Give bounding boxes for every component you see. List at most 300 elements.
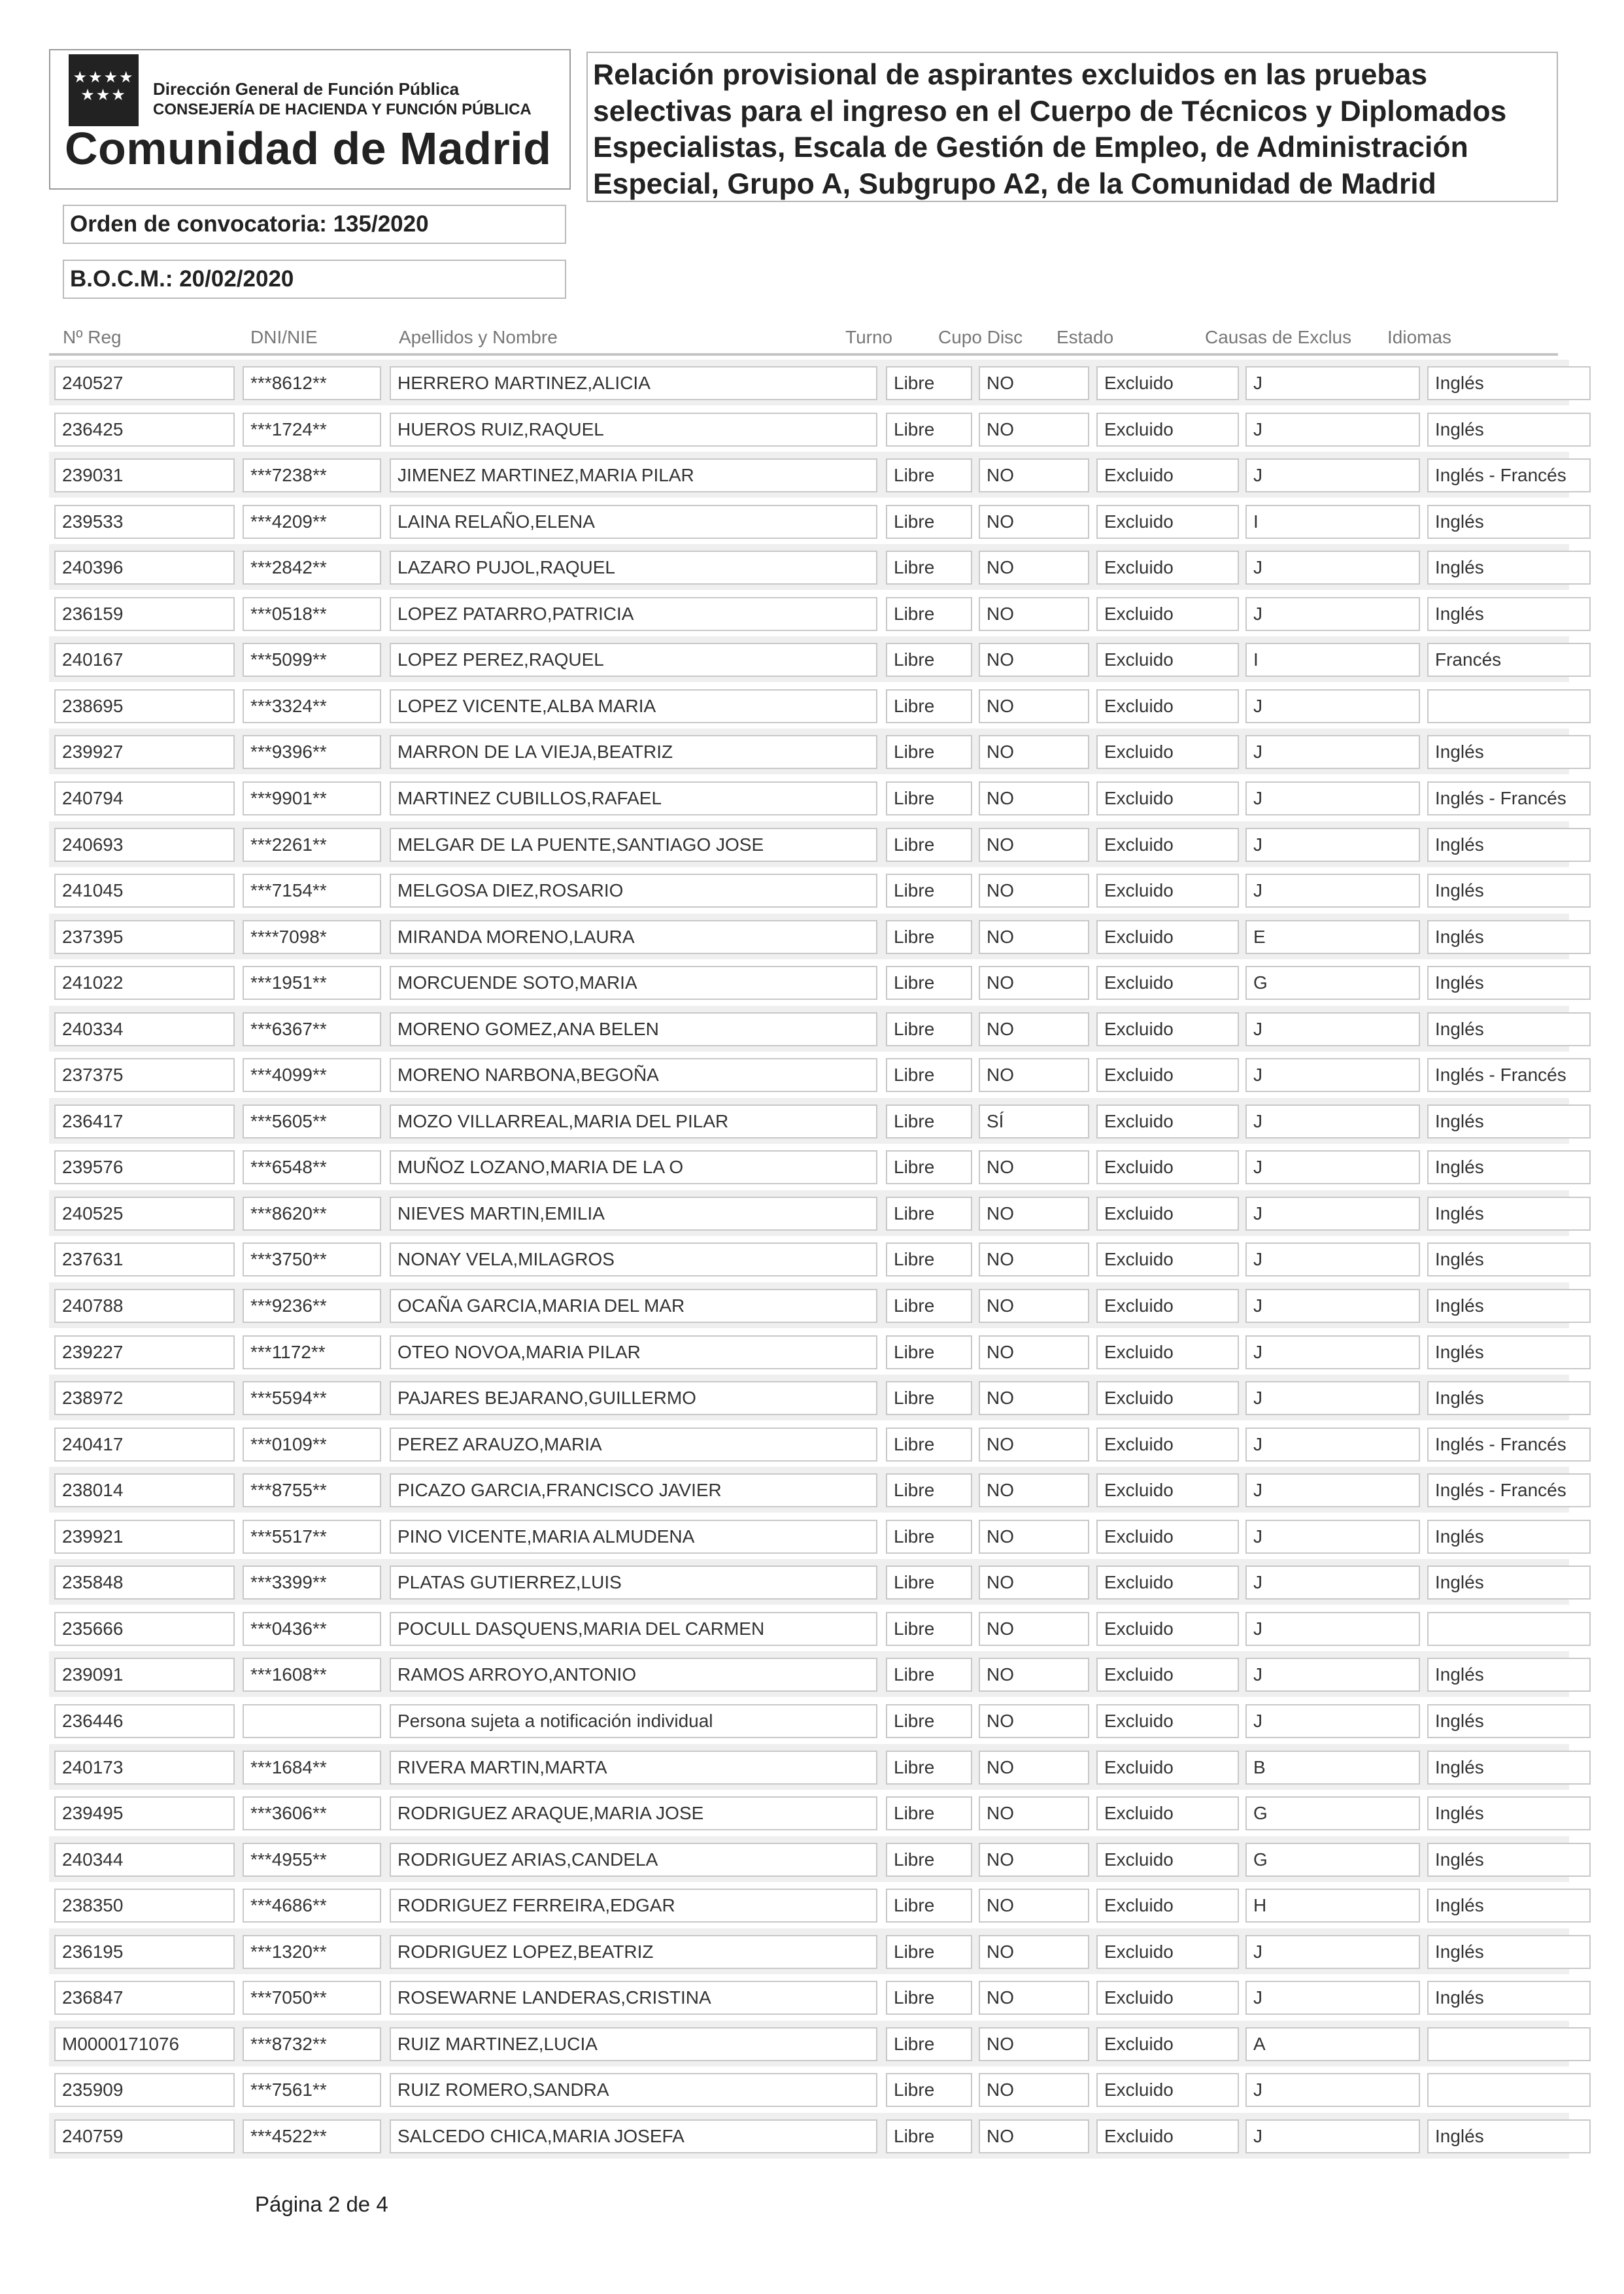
cell-cupo: NO bbox=[979, 597, 1089, 631]
cell-estado: Excluido bbox=[1096, 735, 1239, 769]
cell-turno: Libre bbox=[886, 366, 972, 400]
table-row bbox=[49, 1698, 1569, 1743]
cell-dni: ***0436** bbox=[243, 1612, 381, 1646]
table-row bbox=[49, 914, 1569, 959]
table-row bbox=[49, 1190, 1569, 1236]
cell-turno: Libre bbox=[886, 689, 972, 723]
cell-idiomas: Inglés bbox=[1427, 1289, 1591, 1323]
cell-nreg: 237375 bbox=[54, 1058, 235, 1092]
cell-idiomas: Inglés bbox=[1427, 551, 1591, 585]
cell-nreg: 236446 bbox=[54, 1704, 235, 1738]
table-row bbox=[49, 1651, 1569, 1697]
cell-turno: Libre bbox=[886, 1335, 972, 1369]
cell-turno: Libre bbox=[886, 1658, 972, 1692]
cell-estado: Excluido bbox=[1096, 643, 1239, 677]
cell-cupo: NO bbox=[979, 1520, 1089, 1554]
org-directorate: Dirección General de Función Pública bbox=[153, 79, 460, 99]
cell-nombre: LOPEZ VICENTE,ALBA MARIA bbox=[390, 689, 877, 723]
cell-dni: ***7561** bbox=[243, 2073, 381, 2107]
cell-causas: J bbox=[1245, 1428, 1420, 1462]
cell-nombre: PAJARES BEJARANO,GUILLERMO bbox=[390, 1381, 877, 1415]
cell-dni: ***8732** bbox=[243, 2027, 381, 2061]
title-line: Relación provisional de aspirantes excluidos en las pruebas bbox=[593, 59, 1428, 91]
title-line: selectivas para el ingreso en el Cuerpo de Técnicos y Diplomados bbox=[593, 95, 1507, 128]
cell-cupo: NO bbox=[979, 643, 1089, 677]
cell-nombre: MUÑOZ LOZANO,MARIA DE LA O bbox=[390, 1150, 877, 1184]
cell-idiomas: Inglés bbox=[1427, 966, 1591, 1000]
cell-nreg: 239495 bbox=[54, 1796, 235, 1830]
cell-causas: J bbox=[1245, 828, 1420, 862]
table-row bbox=[49, 1928, 1569, 1974]
cell-cupo: NO bbox=[979, 1150, 1089, 1184]
cell-nreg: 240794 bbox=[54, 781, 235, 815]
cell-estado: Excluido bbox=[1096, 1843, 1239, 1877]
cell-idiomas bbox=[1427, 2027, 1591, 2061]
cell-estado: Excluido bbox=[1096, 828, 1239, 862]
org-logo-block bbox=[49, 49, 571, 190]
cell-turno: Libre bbox=[886, 1289, 972, 1323]
cell-dni: ***5517** bbox=[243, 1520, 381, 1554]
cell-estado: Excluido bbox=[1096, 1566, 1239, 1600]
org-ministry: CONSEJERÍA DE HACIENDA Y FUNCIÓN PÚBLICA bbox=[153, 101, 532, 118]
cell-cupo: NO bbox=[979, 1335, 1089, 1369]
cell-estado: Excluido bbox=[1096, 1704, 1239, 1738]
cell-estado: Excluido bbox=[1096, 2119, 1239, 2153]
cell-dni: ***8620** bbox=[243, 1197, 381, 1231]
table-row bbox=[49, 1329, 1569, 1375]
cell-estado: Excluido bbox=[1096, 1612, 1239, 1646]
cell-idiomas: Inglés bbox=[1427, 874, 1591, 908]
cell-idiomas: Inglés bbox=[1427, 597, 1591, 631]
cell-nreg: 240396 bbox=[54, 551, 235, 585]
cell-estado: Excluido bbox=[1096, 1658, 1239, 1692]
cell-nombre: LOPEZ PEREZ,RAQUEL bbox=[390, 643, 877, 677]
cell-cupo: NO bbox=[979, 1012, 1089, 1046]
cell-nreg: 239927 bbox=[54, 735, 235, 769]
cell-turno: Libre bbox=[886, 1473, 972, 1507]
cell-cupo: NO bbox=[979, 1612, 1089, 1646]
cell-nombre: RUIZ MARTINEZ,LUCIA bbox=[390, 2027, 877, 2061]
cell-estado: Excluido bbox=[1096, 2027, 1239, 2061]
cell-estado: Excluido bbox=[1096, 966, 1239, 1000]
cell-nreg: 236195 bbox=[54, 1935, 235, 1969]
cell-estado: Excluido bbox=[1096, 1796, 1239, 1830]
cell-nombre: NONAY VELA,MILAGROS bbox=[390, 1242, 877, 1276]
cell-nreg: 238972 bbox=[54, 1381, 235, 1415]
cell-idiomas: Inglés - Francés bbox=[1427, 1058, 1591, 1092]
table-row bbox=[49, 1882, 1569, 1928]
cell-estado: Excluido bbox=[1096, 1981, 1239, 2015]
cell-nombre: HERRERO MARTINEZ,ALICIA bbox=[390, 366, 877, 400]
table-row bbox=[49, 1513, 1569, 1559]
cell-nreg: 236847 bbox=[54, 1981, 235, 2015]
cell-idiomas bbox=[1427, 689, 1591, 723]
cell-idiomas bbox=[1427, 1612, 1591, 1646]
cell-cupo: NO bbox=[979, 1381, 1089, 1415]
cell-estado: Excluido bbox=[1096, 1428, 1239, 1462]
cell-estado: Excluido bbox=[1096, 1058, 1239, 1092]
cell-estado: Excluido bbox=[1096, 551, 1239, 585]
col-header-estado: Estado bbox=[1057, 327, 1114, 347]
cell-dni: ***5594** bbox=[243, 1381, 381, 1415]
cell-cupo: NO bbox=[979, 1843, 1089, 1877]
cell-dni: ***0518** bbox=[243, 597, 381, 631]
cell-idiomas: Inglés bbox=[1427, 1889, 1591, 1923]
cell-causas: J bbox=[1245, 1612, 1420, 1646]
cell-turno: Libre bbox=[886, 1197, 972, 1231]
cell-nombre: PICAZO GARCIA,FRANCISCO JAVIER bbox=[390, 1473, 877, 1507]
cell-causas: J bbox=[1245, 1289, 1420, 1323]
col-header-nombre: Apellidos y Nombre bbox=[399, 327, 558, 347]
cell-causas: J bbox=[1245, 1197, 1420, 1231]
cell-causas: E bbox=[1245, 920, 1420, 954]
cell-nreg: 238695 bbox=[54, 689, 235, 723]
cell-nombre: MELGOSA DIEZ,ROSARIO bbox=[390, 874, 877, 908]
cell-nreg: 238350 bbox=[54, 1889, 235, 1923]
cell-nreg: 240344 bbox=[54, 1843, 235, 1877]
cell-estado: Excluido bbox=[1096, 781, 1239, 815]
cell-cupo: NO bbox=[979, 1197, 1089, 1231]
title-line: Especialistas, Escala de Gestión de Empleo, de Administración bbox=[593, 131, 1468, 163]
cell-causas: J bbox=[1245, 458, 1420, 492]
cell-estado: Excluido bbox=[1096, 458, 1239, 492]
cell-turno: Libre bbox=[886, 413, 972, 447]
cell-turno: Libre bbox=[886, 1520, 972, 1554]
cell-cupo: NO bbox=[979, 689, 1089, 723]
bocm-date: B.O.C.M.: 20/02/2020 bbox=[63, 260, 566, 299]
cell-nombre: PLATAS GUTIERREZ,LUIS bbox=[390, 1566, 877, 1600]
cell-causas: J bbox=[1245, 1981, 1420, 2015]
cell-idiomas: Inglés bbox=[1427, 1242, 1591, 1276]
col-header-cupo: Cupo Disc bbox=[938, 327, 1023, 347]
table-row bbox=[49, 1836, 1569, 1882]
cell-dni: ***7238** bbox=[243, 458, 381, 492]
cell-nombre: MORENO NARBONA,BEGOÑA bbox=[390, 1058, 877, 1092]
cell-idiomas: Inglés bbox=[1427, 2119, 1591, 2153]
cell-nreg: 236159 bbox=[54, 597, 235, 631]
cell-cupo: NO bbox=[979, 966, 1089, 1000]
cell-dni: ***5099** bbox=[243, 643, 381, 677]
cell-nombre: OCAÑA GARCIA,MARIA DEL MAR bbox=[390, 1289, 877, 1323]
cell-dni: ***7154** bbox=[243, 874, 381, 908]
cell-estado: Excluido bbox=[1096, 1104, 1239, 1138]
cell-turno: Libre bbox=[886, 458, 972, 492]
cell-cupo: NO bbox=[979, 1658, 1089, 1692]
cell-turno: Libre bbox=[886, 1889, 972, 1923]
cell-dni: ***4955** bbox=[243, 1843, 381, 1877]
cell-turno: Libre bbox=[886, 1058, 972, 1092]
cell-estado: Excluido bbox=[1096, 1935, 1239, 1969]
cell-causas: B bbox=[1245, 1751, 1420, 1785]
cell-nombre: POCULL DASQUENS,MARIA DEL CARMEN bbox=[390, 1612, 877, 1646]
cell-nombre: OTEO NOVOA,MARIA PILAR bbox=[390, 1335, 877, 1369]
col-header-nreg: Nº Reg bbox=[63, 327, 122, 347]
cell-nreg: 240334 bbox=[54, 1012, 235, 1046]
cell-idiomas: Inglés bbox=[1427, 1335, 1591, 1369]
cell-nreg: 237395 bbox=[54, 920, 235, 954]
cell-nombre: LAINA RELAÑO,ELENA bbox=[390, 505, 877, 539]
cell-causas: J bbox=[1245, 1658, 1420, 1692]
cell-causas: I bbox=[1245, 643, 1420, 677]
org-name: Comunidad de Madrid bbox=[65, 123, 552, 174]
cell-causas: J bbox=[1245, 1566, 1420, 1600]
table-row bbox=[49, 1559, 1569, 1605]
cell-causas: J bbox=[1245, 1935, 1420, 1969]
cell-causas: J bbox=[1245, 366, 1420, 400]
cell-nombre: NIEVES MARTIN,EMILIA bbox=[390, 1197, 877, 1231]
cell-causas: J bbox=[1245, 413, 1420, 447]
cell-dni: ***9901** bbox=[243, 781, 381, 815]
cell-idiomas: Francés bbox=[1427, 643, 1591, 677]
cell-nombre: MARRON DE LA VIEJA,BEATRIZ bbox=[390, 735, 877, 769]
cell-turno: Libre bbox=[886, 1796, 972, 1830]
table-row bbox=[49, 2113, 1569, 2159]
cell-turno: Libre bbox=[886, 1566, 972, 1600]
table-row bbox=[49, 360, 1569, 405]
cell-idiomas: Inglés bbox=[1427, 1566, 1591, 1600]
col-header-turno: Turno bbox=[845, 327, 893, 347]
cell-idiomas: Inglés bbox=[1427, 1381, 1591, 1415]
cell-turno: Libre bbox=[886, 643, 972, 677]
cell-idiomas: Inglés bbox=[1427, 1658, 1591, 1692]
title-line: Especial, Grupo A, Subgrupo A2, de la Comunidad de Madrid bbox=[593, 167, 1436, 200]
cell-estado: Excluido bbox=[1096, 689, 1239, 723]
cell-causas: J bbox=[1245, 2119, 1420, 2153]
cell-dni: ***5605** bbox=[243, 1104, 381, 1138]
cell-causas: G bbox=[1245, 1796, 1420, 1830]
cell-nreg: 240693 bbox=[54, 828, 235, 862]
cell-idiomas: Inglés - Francés bbox=[1427, 458, 1591, 492]
cell-nombre: RODRIGUEZ LOPEZ,BEATRIZ bbox=[390, 1935, 877, 1969]
cell-dni bbox=[243, 1704, 381, 1738]
cell-causas: J bbox=[1245, 735, 1420, 769]
cell-nombre: RIVERA MARTIN,MARTA bbox=[390, 1751, 877, 1785]
cell-estado: Excluido bbox=[1096, 597, 1239, 631]
madrid-flag-icon: ★★★★ ★★★ bbox=[69, 54, 139, 126]
cell-nreg: 239921 bbox=[54, 1520, 235, 1554]
cell-estado: Excluido bbox=[1096, 920, 1239, 954]
cell-nombre: HUEROS RUIZ,RAQUEL bbox=[390, 413, 877, 447]
cell-nreg: 235666 bbox=[54, 1612, 235, 1646]
cell-nombre: LAZARO PUJOL,RAQUEL bbox=[390, 551, 877, 585]
cell-turno: Libre bbox=[886, 1843, 972, 1877]
cell-dni: ***3606** bbox=[243, 1796, 381, 1830]
cell-cupo: NO bbox=[979, 1566, 1089, 1600]
cell-estado: Excluido bbox=[1096, 874, 1239, 908]
page-number: Página 2 de 4 bbox=[255, 2192, 388, 2216]
cell-nombre: RODRIGUEZ FERREIRA,EDGAR bbox=[390, 1889, 877, 1923]
cell-cupo: NO bbox=[979, 551, 1089, 585]
cell-idiomas: Inglés bbox=[1427, 1796, 1591, 1830]
cell-dni: ***6548** bbox=[243, 1150, 381, 1184]
cell-nreg: 240417 bbox=[54, 1428, 235, 1462]
cell-nreg: 240788 bbox=[54, 1289, 235, 1323]
cell-cupo: NO bbox=[979, 1242, 1089, 1276]
cell-turno: Libre bbox=[886, 1428, 972, 1462]
cell-dni: ***7050** bbox=[243, 1981, 381, 2015]
cell-causas: J bbox=[1245, 1381, 1420, 1415]
cell-causas: J bbox=[1245, 1704, 1420, 1738]
cell-nreg: 236417 bbox=[54, 1104, 235, 1138]
cell-nreg: 240525 bbox=[54, 1197, 235, 1231]
cell-nombre: RODRIGUEZ ARAQUE,MARIA JOSE bbox=[390, 1796, 877, 1830]
cell-nombre: RUIZ ROMERO,SANDRA bbox=[390, 2073, 877, 2107]
cell-dni: ***1172** bbox=[243, 1335, 381, 1369]
cell-dni: ***4522** bbox=[243, 2119, 381, 2153]
cell-nreg: 235848 bbox=[54, 1566, 235, 1600]
table-row bbox=[49, 1605, 1569, 1651]
cell-turno: Libre bbox=[886, 1012, 972, 1046]
cell-cupo: NO bbox=[979, 828, 1089, 862]
table-row bbox=[49, 591, 1569, 636]
cell-estado: Excluido bbox=[1096, 1381, 1239, 1415]
cell-turno: Libre bbox=[886, 920, 972, 954]
document-title bbox=[586, 52, 1558, 202]
table-row bbox=[49, 1375, 1569, 1420]
cell-causas: J bbox=[1245, 1473, 1420, 1507]
cell-idiomas: Inglés - Francés bbox=[1427, 1428, 1591, 1462]
cell-cupo: NO bbox=[979, 1058, 1089, 1092]
cell-causas: G bbox=[1245, 1843, 1420, 1877]
cell-estado: Excluido bbox=[1096, 1889, 1239, 1923]
cell-nombre: MELGAR DE LA PUENTE,SANTIAGO JOSE bbox=[390, 828, 877, 862]
table-row bbox=[49, 775, 1569, 821]
cell-estado: Excluido bbox=[1096, 1473, 1239, 1507]
cell-dni: ***2842** bbox=[243, 551, 381, 585]
cell-turno: Libre bbox=[886, 505, 972, 539]
cell-nreg: 239091 bbox=[54, 1658, 235, 1692]
cell-dni: ***4099** bbox=[243, 1058, 381, 1092]
table-row bbox=[49, 2066, 1569, 2112]
cell-causas: J bbox=[1245, 1104, 1420, 1138]
cell-nombre: MOZO VILLARREAL,MARIA DEL PILAR bbox=[390, 1104, 877, 1138]
cell-causas: J bbox=[1245, 689, 1420, 723]
table-row bbox=[49, 1236, 1569, 1282]
cell-nreg: 237631 bbox=[54, 1242, 235, 1276]
table-row bbox=[49, 867, 1569, 913]
col-header-idiomas: Idiomas bbox=[1387, 327, 1452, 347]
cell-nreg: 239227 bbox=[54, 1335, 235, 1369]
cell-cupo: NO bbox=[979, 735, 1089, 769]
cell-nreg: 240167 bbox=[54, 643, 235, 677]
cell-nombre: JIMENEZ MARTINEZ,MARIA PILAR bbox=[390, 458, 877, 492]
cell-cupo: NO bbox=[979, 458, 1089, 492]
cell-estado: Excluido bbox=[1096, 413, 1239, 447]
cell-nreg: 239576 bbox=[54, 1150, 235, 1184]
cell-dni: ***3399** bbox=[243, 1566, 381, 1600]
cell-nombre: RODRIGUEZ ARIAS,CANDELA bbox=[390, 1843, 877, 1877]
orden-convocatoria: Orden de convocatoria: 135/2020 bbox=[63, 205, 566, 244]
cell-dni: ***4686** bbox=[243, 1889, 381, 1923]
table-row bbox=[49, 1744, 1569, 1790]
cell-dni: ***2261** bbox=[243, 828, 381, 862]
cell-nombre: MIRANDA MORENO,LAURA bbox=[390, 920, 877, 954]
cell-idiomas: Inglés bbox=[1427, 1012, 1591, 1046]
cell-nreg: 240527 bbox=[54, 366, 235, 400]
cell-dni: ***1951** bbox=[243, 966, 381, 1000]
cell-cupo: NO bbox=[979, 1889, 1089, 1923]
cell-nombre: SALCEDO CHICA,MARIA JOSEFA bbox=[390, 2119, 877, 2153]
cell-cupo: NO bbox=[979, 1796, 1089, 1830]
table-row bbox=[49, 1974, 1569, 2020]
cell-estado: Excluido bbox=[1096, 1289, 1239, 1323]
cell-causas: I bbox=[1245, 505, 1420, 539]
cell-turno: Libre bbox=[886, 966, 972, 1000]
cell-cupo: NO bbox=[979, 874, 1089, 908]
cell-causas: J bbox=[1245, 1335, 1420, 1369]
cell-nombre: RAMOS ARROYO,ANTONIO bbox=[390, 1658, 877, 1692]
cell-causas: G bbox=[1245, 966, 1420, 1000]
cell-turno: Libre bbox=[886, 1751, 972, 1785]
cell-turno: Libre bbox=[886, 551, 972, 585]
table-row bbox=[49, 2021, 1569, 2066]
cell-nombre: LOPEZ PATARRO,PATRICIA bbox=[390, 597, 877, 631]
table-row bbox=[49, 452, 1569, 498]
cell-turno: Libre bbox=[886, 1150, 972, 1184]
cell-dni: ****7098* bbox=[243, 920, 381, 954]
table-row bbox=[49, 728, 1569, 774]
cell-idiomas: Inglés bbox=[1427, 366, 1591, 400]
table-row bbox=[49, 1282, 1569, 1328]
cell-idiomas: Inglés bbox=[1427, 1935, 1591, 1969]
table-row bbox=[49, 1790, 1569, 1836]
col-header-causas: Causas de Exclus bbox=[1205, 327, 1352, 347]
cell-causas: A bbox=[1245, 2027, 1420, 2061]
cell-causas: J bbox=[1245, 597, 1420, 631]
cell-dni: ***3324** bbox=[243, 689, 381, 723]
table-row bbox=[49, 821, 1569, 867]
cell-turno: Libre bbox=[886, 1935, 972, 1969]
cell-turno: Libre bbox=[886, 781, 972, 815]
cell-idiomas: Inglés bbox=[1427, 1197, 1591, 1231]
cell-cupo: NO bbox=[979, 2119, 1089, 2153]
cell-cupo: NO bbox=[979, 1428, 1089, 1462]
cell-turno: Libre bbox=[886, 874, 972, 908]
cell-dni: ***6367** bbox=[243, 1012, 381, 1046]
cell-causas: H bbox=[1245, 1889, 1420, 1923]
cell-estado: Excluido bbox=[1096, 2073, 1239, 2107]
cell-nreg: 239031 bbox=[54, 458, 235, 492]
cell-cupo: NO bbox=[979, 1704, 1089, 1738]
cell-dni: ***1684** bbox=[243, 1751, 381, 1785]
cell-dni: ***8612** bbox=[243, 366, 381, 400]
cell-turno: Libre bbox=[886, 2073, 972, 2107]
cell-dni: ***0109** bbox=[243, 1428, 381, 1462]
cell-nreg: 240759 bbox=[54, 2119, 235, 2153]
cell-turno: Libre bbox=[886, 597, 972, 631]
cell-turno: Libre bbox=[886, 2119, 972, 2153]
cell-causas: J bbox=[1245, 874, 1420, 908]
cell-cupo: NO bbox=[979, 1473, 1089, 1507]
cell-nombre: PINO VICENTE,MARIA ALMUDENA bbox=[390, 1520, 877, 1554]
cell-causas: J bbox=[1245, 1520, 1420, 1554]
table-row bbox=[49, 1467, 1569, 1513]
cell-idiomas: Inglés bbox=[1427, 1520, 1591, 1554]
cell-cupo: NO bbox=[979, 413, 1089, 447]
table-row bbox=[49, 1098, 1569, 1144]
cell-nreg: 235909 bbox=[54, 2073, 235, 2107]
cell-nreg: 240173 bbox=[54, 1751, 235, 1785]
cell-turno: Libre bbox=[886, 828, 972, 862]
cell-cupo: NO bbox=[979, 1981, 1089, 2015]
cell-idiomas: Inglés bbox=[1427, 828, 1591, 862]
cell-turno: Libre bbox=[886, 1104, 972, 1138]
cell-dni: ***1724** bbox=[243, 413, 381, 447]
cell-estado: Excluido bbox=[1096, 1751, 1239, 1785]
cell-cupo: NO bbox=[979, 2073, 1089, 2107]
header-divider bbox=[49, 353, 1558, 356]
cell-cupo: NO bbox=[979, 505, 1089, 539]
